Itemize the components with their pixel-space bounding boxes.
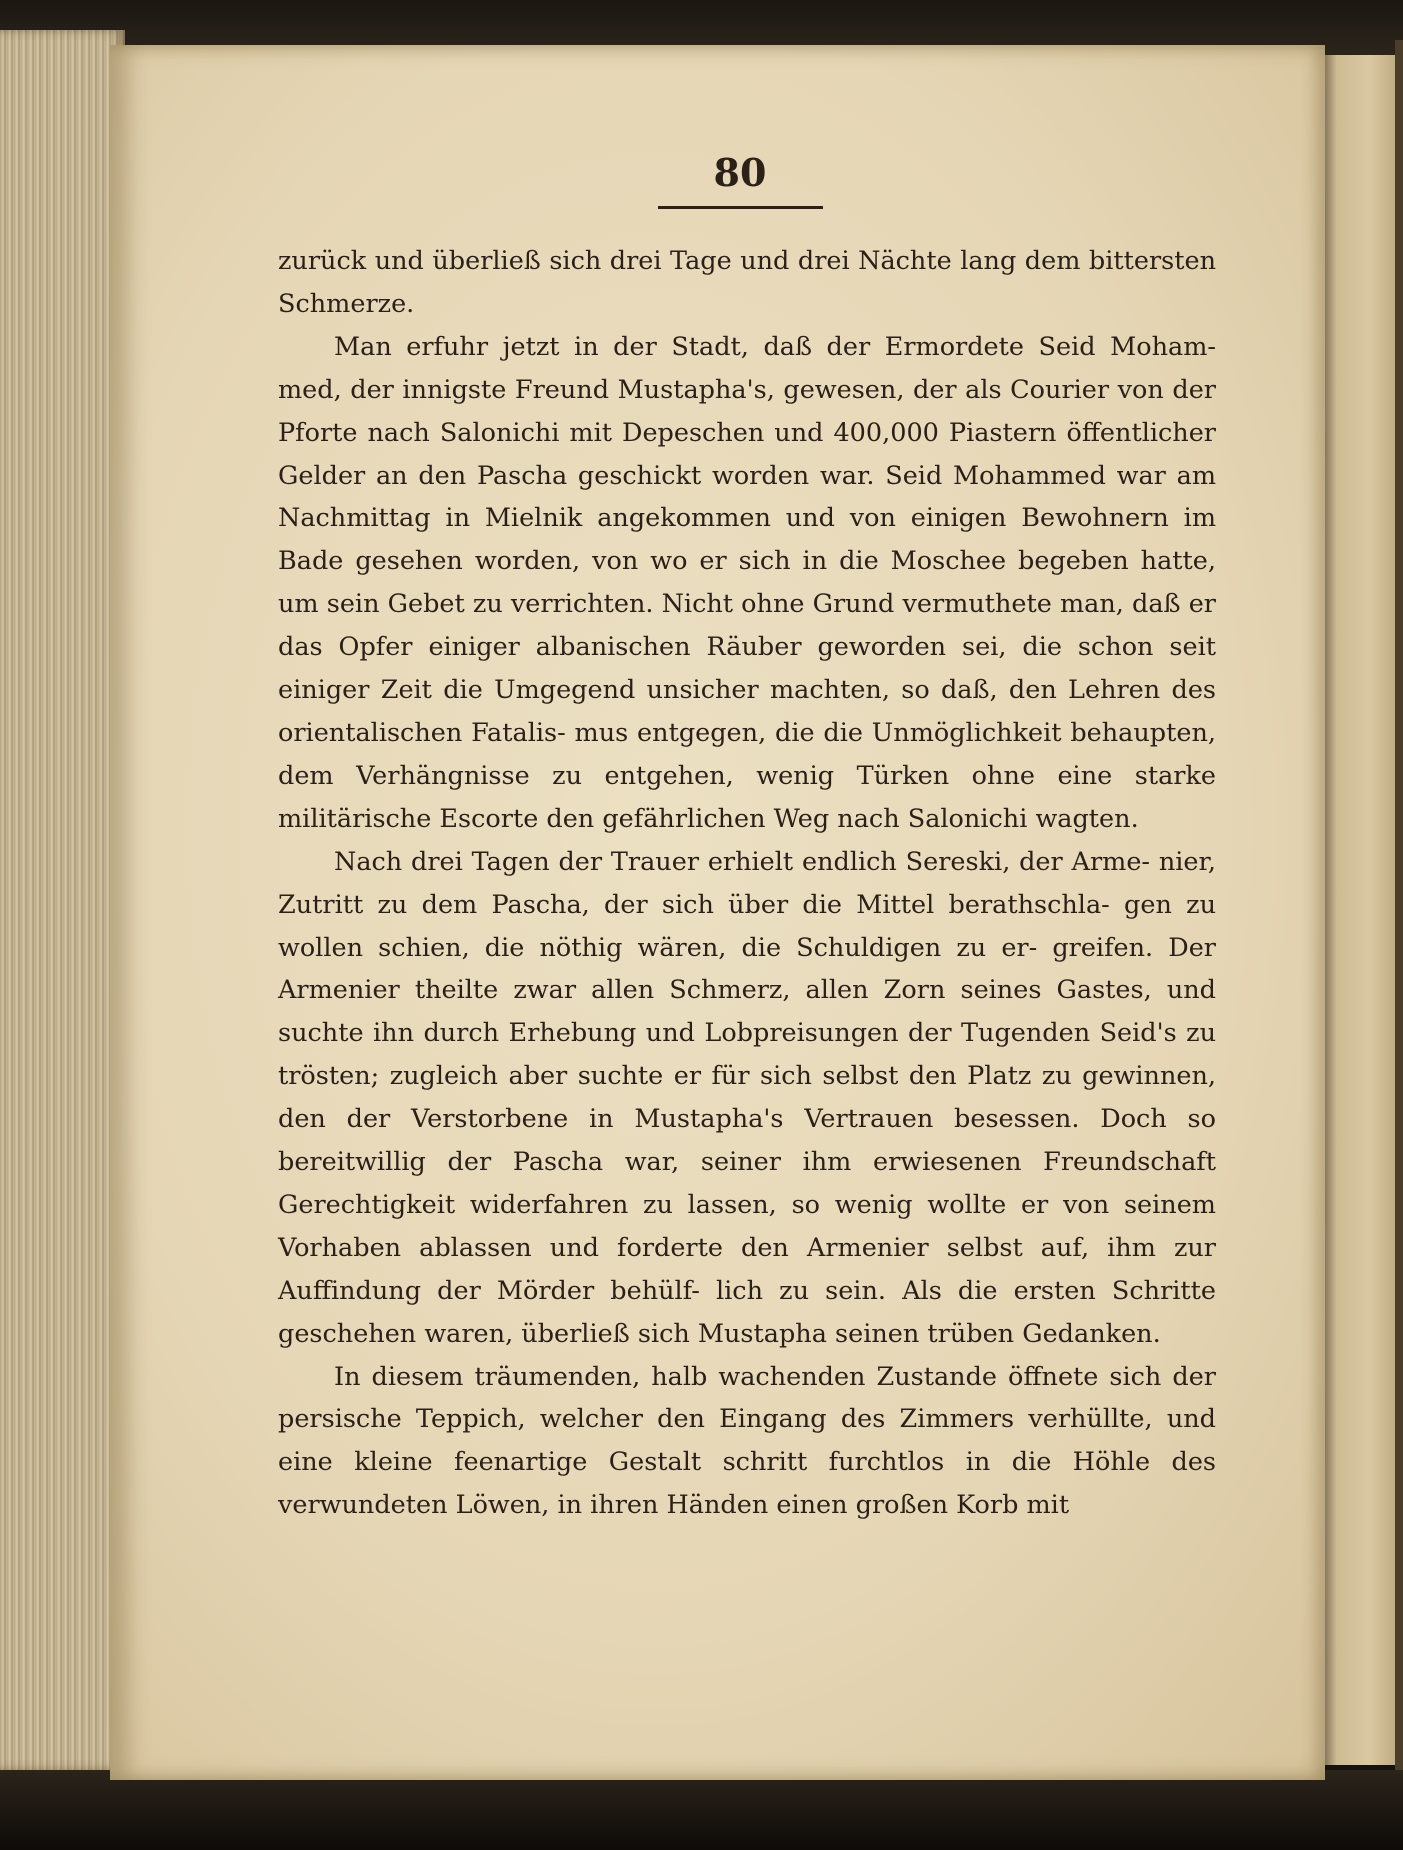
book-page-edges-left	[0, 30, 125, 1770]
paragraph-4: In diesem träumenden, halb wachenden Zustande öffnete sich der persische Teppich, welcher den Eingang des Zimmers verhüllte, und eine kleine feenartige Gestalt schritt furchtlos in die Höhle des verwundeten Löwen, in ihren Händen einen großen Korb mit	[278, 1361, 1216, 1521]
page-number-rule	[658, 206, 823, 209]
page-body-text	[278, 240, 1216, 1527]
book-cover-bottom	[0, 1770, 1403, 1850]
book-cover-right	[1395, 40, 1403, 1780]
page-number: 80	[713, 150, 767, 195]
paragraph-3: Nach drei Tagen der Trauer erhielt endlich Sereski, der Arme- nier, Zutritt zu dem Pascha, der sich über die Mittel berathschla- gen zu wollen schien, die nöthig wären, die Schuldigen zu er- greifen. Der Armenier theilte zwar allen Schmerz, allen Zorn seines Gastes, und suchte ihn durch Erhebung und Lobpreisungen der Tugenden Seid's zu trösten; zugleich aber suchte er für sich selbst den Platz zu gewinnen, den der Verstorbene in Mustapha's Vertrauen besessen. Doch so bereitwillig der Pascha war, seiner ihm erwiesenen Freundschaft Gerechtigkeit widerfahren zu lassen, so wenig wollte er von seinem Vorhaben ablassen und forderte den Armenier selbst auf, ihm zur Auffindung der Mörder behülf- lich zu sein. Als die ersten Schritte geschehen waren, überließ sich Mustapha seinen trüben Gedanken.	[278, 846, 1216, 1349]
paragraph-2: Man erfuhr jetzt in der Stadt, daß der Ermordete Seid Moham- med, der innigste Freund Mustapha's, gewesen, der als Courier von der Pforte nach Salonichi mit Depeschen und 400,000 Piastern öffentlicher Gelder an den Pascha geschickt worden war. Seid Mohammed war am Nachmittag in Mielnik angekommen und von einigen Bewohnern im Bade gesehen worden, von wo er sich in die Moschee begeben hatte, um sein Gebet zu verrichten. Nicht ohne Grund vermuthete man, daß er das Opfer einiger albanischen Räuber geworden sei, die schon seit einiger Zeit die Umgegend unsicher machten, so daß, den Lehren des orientalischen Fatalis- mus entgegen, die die Unmöglichkeit behaupten, dem Verhängnisse zu entgehen, wenig Türken ohne eine starke militärische Escorte den gefährlichen Weg nach Salonichi wagten.	[278, 331, 1216, 834]
paragraph-1: zurück und überließ sich drei Tage und drei Nächte lang dem bittersten Schmerze.	[278, 246, 1216, 319]
facing-page-edge	[1320, 55, 1403, 1765]
